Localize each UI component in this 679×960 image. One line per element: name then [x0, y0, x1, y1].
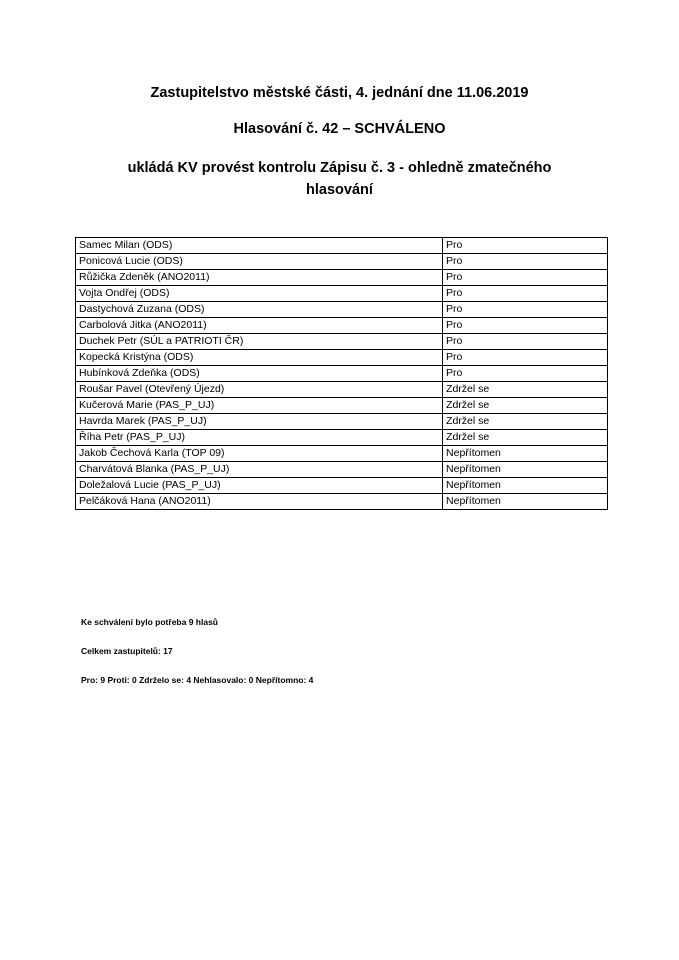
member-vote-cell: Nepřítomen	[443, 446, 608, 462]
member-name-cell: Havrda Marek (PAS_P_UJ)	[76, 414, 443, 430]
table-row	[76, 334, 608, 350]
vote-result-heading: Hlasování č. 42 – SCHVÁLENO	[233, 121, 446, 137]
vote-counts-text: Pro: 9 Proti: 0 Zdrželo se: 4 Nehlasovalo: 0 Nepřítomno: 4	[81, 675, 314, 685]
member-vote-cell: Nepřítomen	[443, 478, 608, 494]
member-vote-cell: Zdržel se	[443, 382, 608, 398]
member-name-cell: Kučerová Marie (PAS_P_UJ)	[76, 398, 443, 414]
member-vote-cell: Nepřítomen	[443, 462, 608, 478]
member-name-cell: Vojta Ondřej (ODS)	[76, 286, 443, 302]
member-name-cell: Růžička Zdeněk (ANO2011)	[76, 270, 443, 286]
member-vote-cell: Nepřítomen	[443, 494, 608, 510]
member-name-cell: Dastychová Zuzana (ODS)	[76, 302, 443, 318]
vote-subject-line-1: ukládá KV provést kontrolu Zápisu č. 3 - ohledně zmatečného	[127, 160, 552, 176]
member-name-cell: Duchek Petr (SÚL a PATRIOTI ČR)	[76, 334, 443, 350]
member-vote-cell: Pro	[443, 286, 608, 302]
vote-subject-line-2: hlasování	[306, 182, 373, 198]
member-vote-cell: Pro	[443, 254, 608, 270]
member-vote-cell: Pro	[443, 334, 608, 350]
table-row	[76, 414, 608, 430]
table-row	[76, 366, 608, 382]
table-row	[76, 318, 608, 334]
table-row	[76, 270, 608, 286]
document-title: Zastupitelstvo městské části, 4. jednání dne 11.06.2019	[150, 85, 529, 101]
table-row	[76, 398, 608, 414]
member-vote-cell: Zdržel se	[443, 398, 608, 414]
member-vote-cell: Pro	[443, 238, 608, 254]
member-name-cell: Roušar Pavel (Otevřený Újezd)	[76, 382, 443, 398]
member-name-cell: Ponicová Lucie (ODS)	[76, 254, 443, 270]
member-name-cell: Jakob Čechová Karla (TOP 09)	[76, 446, 443, 462]
table-row	[76, 254, 608, 270]
table-row	[76, 382, 608, 398]
member-name-cell: Charvátová Blanka (PAS_P_UJ)	[76, 462, 443, 478]
table-row	[76, 462, 608, 478]
table-row	[76, 478, 608, 494]
member-vote-cell: Pro	[443, 302, 608, 318]
table-row	[76, 494, 608, 510]
table-row	[76, 446, 608, 462]
table-row	[76, 286, 608, 302]
table-row	[76, 350, 608, 366]
member-vote-cell: Zdržel se	[443, 414, 608, 430]
table-row	[76, 302, 608, 318]
member-name-cell: Carbolová Jitka (ANO2011)	[76, 318, 443, 334]
votes-needed-text: Ke schválení bylo potřeba 9 hlasů	[81, 617, 218, 627]
member-name-cell: Kopecká Kristýna (ODS)	[76, 350, 443, 366]
member-name-cell: Doležalová Lucie (PAS_P_UJ)	[76, 478, 443, 494]
member-name-cell: Hubínková Zdeňka (ODS)	[76, 366, 443, 382]
table-row	[76, 238, 608, 254]
table-row	[76, 430, 608, 446]
votes-table-body	[76, 238, 608, 510]
total-members-text: Celkem zastupitelů: 17	[81, 646, 173, 656]
member-name-cell: Samec Milan (ODS)	[76, 238, 443, 254]
member-vote-cell: Pro	[443, 318, 608, 334]
member-name-cell: Říha Petr (PAS_P_UJ)	[76, 430, 443, 446]
vote-subject	[0, 157, 679, 201]
member-vote-cell: Zdržel se	[443, 430, 608, 446]
member-vote-cell: Pro	[443, 350, 608, 366]
member-vote-cell: Pro	[443, 270, 608, 286]
votes-table	[75, 237, 608, 510]
member-name-cell: Pelčáková Hana (ANO2011)	[76, 494, 443, 510]
member-vote-cell: Pro	[443, 366, 608, 382]
